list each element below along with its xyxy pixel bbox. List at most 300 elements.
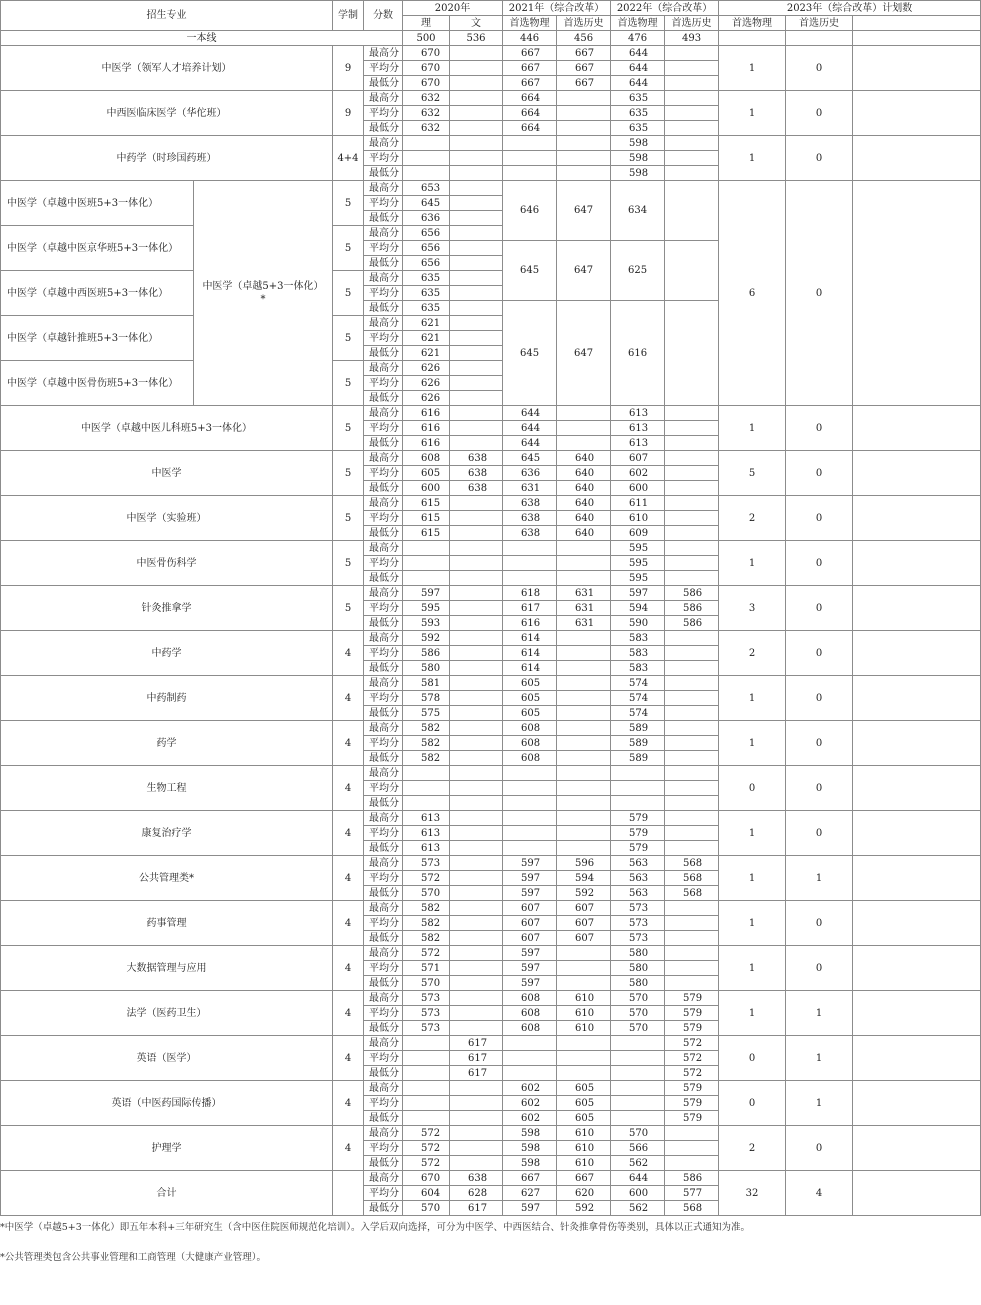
score-cell: 644 xyxy=(611,61,665,76)
score-cell-blank xyxy=(665,301,719,406)
score-metric: 最高分 xyxy=(364,271,403,286)
score-cell: 656 xyxy=(403,226,450,241)
score-cell: 600 xyxy=(611,1186,665,1201)
plan-history: 0 xyxy=(786,46,853,91)
score-cell xyxy=(450,121,503,136)
plan-extra xyxy=(853,766,981,811)
header-sub-wen: 文 xyxy=(450,16,503,31)
table-row xyxy=(1,721,981,736)
score-cell xyxy=(503,766,557,781)
score-cell: 563 xyxy=(611,871,665,886)
plan-history: 0 xyxy=(786,586,853,631)
score-cell xyxy=(450,961,503,976)
score-metric: 最低分 xyxy=(364,751,403,766)
score-cell xyxy=(450,496,503,511)
score-cell xyxy=(665,451,719,466)
score-metric: 最高分 xyxy=(364,766,403,781)
score-cell: 631 xyxy=(503,481,557,496)
score-cell: 592 xyxy=(557,886,611,901)
score-cell xyxy=(557,841,611,856)
program-years: 4+4 xyxy=(333,136,364,181)
score-cell xyxy=(450,271,503,286)
score-metric: 最低分 xyxy=(364,616,403,631)
score-cell: 635 xyxy=(611,121,665,136)
score-cell: 579 xyxy=(611,841,665,856)
score-cell xyxy=(557,946,611,961)
score-cell: 615 xyxy=(403,526,450,541)
score-metric: 最高分 xyxy=(364,451,403,466)
score-cell xyxy=(450,661,503,676)
score-cell: 640 xyxy=(557,511,611,526)
score-cell: 628 xyxy=(450,1186,503,1201)
score-metric: 最高分 xyxy=(364,1126,403,1141)
score-cell xyxy=(557,796,611,811)
plan-extra xyxy=(853,1126,981,1171)
score-cell: 570 xyxy=(403,976,450,991)
score-cell: 605 xyxy=(557,1096,611,1111)
header-duration: 学制 xyxy=(333,1,364,31)
plan-extra xyxy=(853,406,981,451)
score-cell xyxy=(450,91,503,106)
score-cell: 582 xyxy=(403,751,450,766)
score-cell xyxy=(503,781,557,796)
score-cell: 581 xyxy=(403,676,450,691)
program-years: 5 xyxy=(333,271,364,316)
score-cell xyxy=(503,541,557,556)
score-cell: 667 xyxy=(503,1171,557,1186)
major-name: 中医学（卓越中医骨伤班5+3一体化） xyxy=(1,361,194,406)
score-cell: 613 xyxy=(611,436,665,451)
score-cell xyxy=(557,826,611,841)
score-cell xyxy=(450,856,503,871)
score-cell: 638 xyxy=(503,496,557,511)
score-cell: 586 xyxy=(665,601,719,616)
score-cell xyxy=(450,541,503,556)
score-cell: 620 xyxy=(557,1186,611,1201)
program-years: 4 xyxy=(333,946,364,991)
score-cell xyxy=(450,136,503,151)
score-cell: 597 xyxy=(503,961,557,976)
score-cell xyxy=(450,706,503,721)
score-cell: 580 xyxy=(611,976,665,991)
score-metric: 最高分 xyxy=(364,1036,403,1051)
score-cell: 644 xyxy=(503,436,557,451)
score-cell: 572 xyxy=(665,1036,719,1051)
plan-physics: 0 xyxy=(719,1036,786,1081)
score-cell: 607 xyxy=(611,451,665,466)
score-cell xyxy=(450,721,503,736)
score-cell xyxy=(450,1006,503,1021)
plan-extra xyxy=(853,586,981,631)
score-cell: 609 xyxy=(611,526,665,541)
major-name: 中医学（领军人才培养计划） xyxy=(1,46,333,91)
score-cell xyxy=(557,121,611,136)
score-cell: 582 xyxy=(403,931,450,946)
merged-score-cell: 645 xyxy=(503,301,557,406)
major-name: 药学 xyxy=(1,721,333,766)
major-name: 中医学（卓越中医班5+3一体化） xyxy=(1,181,194,226)
score-metric: 最低分 xyxy=(364,1201,403,1216)
score-metric: 最低分 xyxy=(364,931,403,946)
score-cell: 640 xyxy=(557,526,611,541)
plan-physics: 32 xyxy=(719,1171,786,1216)
table-row xyxy=(1,586,981,601)
score-cell: 592 xyxy=(403,631,450,646)
table-row xyxy=(1,136,981,151)
score-cell: 616 xyxy=(503,616,557,631)
score-cell xyxy=(450,1081,503,1096)
score-cell xyxy=(450,376,503,391)
program-years: 4 xyxy=(333,631,364,676)
score-cell xyxy=(450,166,503,181)
header-sub-phys: 首选物理 xyxy=(611,16,665,31)
score-cell xyxy=(557,691,611,706)
score-cell: 631 xyxy=(557,616,611,631)
score-cell: 617 xyxy=(450,1036,503,1051)
plan-physics: 1 xyxy=(719,991,786,1036)
header-major: 招生专业 xyxy=(1,1,333,31)
score-cell xyxy=(450,946,503,961)
header-row-years xyxy=(1,1,981,16)
score-cell xyxy=(450,46,503,61)
score-cell: 608 xyxy=(503,751,557,766)
score-cell: 597 xyxy=(503,946,557,961)
score-cell xyxy=(665,811,719,826)
score-metric: 最低分 xyxy=(364,976,403,991)
plan-history: 1 xyxy=(786,856,853,901)
score-cell xyxy=(557,421,611,436)
program-years: 5 xyxy=(333,406,364,451)
score-cell: 670 xyxy=(403,1171,450,1186)
table-row xyxy=(1,181,981,196)
score-cell xyxy=(665,751,719,766)
score-cell xyxy=(450,226,503,241)
program-years: 5 xyxy=(333,361,364,406)
score-cell xyxy=(665,151,719,166)
score-metric: 最高分 xyxy=(364,316,403,331)
score-cell: 638 xyxy=(503,511,557,526)
score-cell: 573 xyxy=(403,991,450,1006)
major-name: 生物工程 xyxy=(1,766,333,811)
score-cell xyxy=(557,1066,611,1081)
score-cell: 638 xyxy=(450,466,503,481)
score-cell xyxy=(450,436,503,451)
score-cell: 573 xyxy=(403,1021,450,1036)
score-cell xyxy=(665,661,719,676)
score-cell xyxy=(450,1141,503,1156)
merged-score-cell: 616 xyxy=(611,301,665,406)
score-metric: 平均分 xyxy=(364,421,403,436)
score-cell xyxy=(557,661,611,676)
score-metric: 最低分 xyxy=(364,346,403,361)
major-name: 中医学（实验班） xyxy=(1,496,333,541)
score-cell xyxy=(665,46,719,61)
score-cell xyxy=(450,571,503,586)
score-cell: 638 xyxy=(503,526,557,541)
score-cell xyxy=(450,346,503,361)
table-row xyxy=(1,406,981,421)
score-cell xyxy=(450,931,503,946)
baseline-blank xyxy=(853,31,981,46)
plan-physics: 1 xyxy=(719,676,786,721)
table-row xyxy=(1,496,981,511)
score-cell xyxy=(665,121,719,136)
score-cell xyxy=(665,571,719,586)
score-cell: 582 xyxy=(403,916,450,931)
plan-physics: 1 xyxy=(719,811,786,856)
score-cell xyxy=(665,946,719,961)
program-years: 5 xyxy=(333,316,364,361)
score-cell xyxy=(557,646,611,661)
table-row xyxy=(1,451,981,466)
score-cell xyxy=(450,1021,503,1036)
score-metric: 最高分 xyxy=(364,676,403,691)
score-cell xyxy=(450,241,503,256)
score-cell: 667 xyxy=(557,61,611,76)
score-metric: 平均分 xyxy=(364,61,403,76)
score-cell: 607 xyxy=(557,901,611,916)
table-row xyxy=(1,676,981,691)
plan-physics: 5 xyxy=(719,451,786,496)
plan-physics: 1 xyxy=(719,856,786,901)
score-cell xyxy=(450,301,503,316)
score-cell: 568 xyxy=(665,871,719,886)
header-2021: 2021年（综合改革） xyxy=(503,1,611,16)
score-cell: 573 xyxy=(403,856,450,871)
plan-history: 1 xyxy=(786,1081,853,1126)
plan-extra xyxy=(853,496,981,541)
score-cell: 600 xyxy=(403,481,450,496)
score-cell xyxy=(557,766,611,781)
score-metric: 最高分 xyxy=(364,226,403,241)
baseline-plan-phys xyxy=(719,31,786,46)
score-cell xyxy=(665,976,719,991)
table-row xyxy=(1,991,981,1006)
score-cell: 613 xyxy=(403,811,450,826)
score-cell xyxy=(665,166,719,181)
score-cell: 579 xyxy=(665,1021,719,1036)
plan-physics: 1 xyxy=(719,406,786,451)
score-metric: 最低分 xyxy=(364,76,403,91)
score-cell: 595 xyxy=(403,601,450,616)
score-cell: 595 xyxy=(611,556,665,571)
score-metric: 平均分 xyxy=(364,1186,403,1201)
score-metric: 最低分 xyxy=(364,796,403,811)
score-cell xyxy=(450,676,503,691)
score-cell: 598 xyxy=(503,1141,557,1156)
score-cell xyxy=(557,706,611,721)
score-cell xyxy=(403,166,450,181)
score-cell: 582 xyxy=(403,721,450,736)
score-cell: 608 xyxy=(503,736,557,751)
major-name: 法学（医药卫生） xyxy=(1,991,333,1036)
score-cell: 617 xyxy=(450,1066,503,1081)
score-cell: 610 xyxy=(611,511,665,526)
score-cell xyxy=(503,796,557,811)
plan-physics: 1 xyxy=(719,946,786,991)
score-metric: 平均分 xyxy=(364,1051,403,1066)
score-cell xyxy=(665,136,719,151)
plan-extra xyxy=(853,946,981,991)
score-cell xyxy=(557,556,611,571)
score-cell: 597 xyxy=(503,871,557,886)
score-cell xyxy=(557,136,611,151)
score-cell: 572 xyxy=(665,1066,719,1081)
major-name: 中医学（卓越针推班5+3一体化） xyxy=(1,316,194,361)
score-cell xyxy=(503,166,557,181)
score-cell: 617 xyxy=(450,1201,503,1216)
score-cell xyxy=(450,196,503,211)
score-metric: 最低分 xyxy=(364,211,403,226)
score-cell: 626 xyxy=(403,391,450,406)
table-row xyxy=(1,946,981,961)
score-cell: 614 xyxy=(503,661,557,676)
score-cell: 638 xyxy=(450,1171,503,1186)
score-cell: 607 xyxy=(557,916,611,931)
score-metric: 最高分 xyxy=(364,136,403,151)
table-row xyxy=(1,631,981,646)
score-cell xyxy=(450,211,503,226)
score-cell: 586 xyxy=(403,646,450,661)
score-cell: 635 xyxy=(403,271,450,286)
plan-extra xyxy=(853,451,981,496)
score-cell xyxy=(403,1111,450,1126)
score-cell xyxy=(665,766,719,781)
score-cell xyxy=(450,796,503,811)
score-cell: 597 xyxy=(503,886,557,901)
score-cell: 602 xyxy=(503,1111,557,1126)
plan-extra xyxy=(853,676,981,721)
score-cell xyxy=(665,1156,719,1171)
score-cell xyxy=(450,991,503,1006)
score-metric: 平均分 xyxy=(364,466,403,481)
score-cell: 656 xyxy=(403,241,450,256)
score-metric: 平均分 xyxy=(364,871,403,886)
score-cell: 579 xyxy=(665,1111,719,1126)
header-2022: 2022年（综合改革） xyxy=(611,1,719,16)
score-cell xyxy=(665,931,719,946)
program-years: 4 xyxy=(333,1126,364,1171)
score-cell: 602 xyxy=(503,1096,557,1111)
zhuoyue-parent-star: * xyxy=(260,294,266,305)
score-cell xyxy=(665,796,719,811)
plan-history: 1 xyxy=(786,991,853,1036)
score-cell xyxy=(557,406,611,421)
score-cell: 575 xyxy=(403,706,450,721)
score-cell xyxy=(503,136,557,151)
score-metric: 最低分 xyxy=(364,1021,403,1036)
score-cell xyxy=(403,1096,450,1111)
score-metric: 平均分 xyxy=(364,1006,403,1021)
score-cell: 577 xyxy=(665,1186,719,1201)
score-cell: 614 xyxy=(503,631,557,646)
score-cell xyxy=(450,1096,503,1111)
score-cell xyxy=(611,1111,665,1126)
score-metric: 平均分 xyxy=(364,106,403,121)
score-metric: 平均分 xyxy=(364,916,403,931)
score-cell: 586 xyxy=(665,616,719,631)
score-cell: 613 xyxy=(611,406,665,421)
score-cell xyxy=(450,1156,503,1171)
major-name: 英语（中医药国际传播） xyxy=(1,1081,333,1126)
score-cell: 605 xyxy=(503,706,557,721)
score-metric: 最高分 xyxy=(364,901,403,916)
score-metric: 平均分 xyxy=(364,781,403,796)
score-cell: 621 xyxy=(403,316,450,331)
header-2023: 2023年（综合改革）计划数 xyxy=(719,1,981,16)
score-metric: 平均分 xyxy=(364,196,403,211)
score-cell: 664 xyxy=(503,106,557,121)
score-cell xyxy=(557,166,611,181)
score-metric: 平均分 xyxy=(364,646,403,661)
score-metric: 最高分 xyxy=(364,946,403,961)
score-cell: 610 xyxy=(557,1021,611,1036)
score-cell: 570 xyxy=(611,1126,665,1141)
score-cell: 579 xyxy=(665,991,719,1006)
score-metric: 最低分 xyxy=(364,526,403,541)
score-metric: 最低分 xyxy=(364,886,403,901)
score-cell: 615 xyxy=(403,511,450,526)
score-cell: 579 xyxy=(611,811,665,826)
score-cell xyxy=(450,556,503,571)
score-metric: 平均分 xyxy=(364,556,403,571)
score-cell xyxy=(450,391,503,406)
score-cell: 597 xyxy=(503,856,557,871)
score-cell xyxy=(557,751,611,766)
table-row xyxy=(1,811,981,826)
score-cell xyxy=(665,901,719,916)
score-metric: 最高分 xyxy=(364,46,403,61)
header-sub-li: 理 xyxy=(403,16,450,31)
score-cell: 638 xyxy=(450,451,503,466)
score-cell xyxy=(450,871,503,886)
score-cell: 608 xyxy=(503,1006,557,1021)
score-cell: 626 xyxy=(403,376,450,391)
major-name: 中医学 xyxy=(1,451,333,496)
score-cell: 644 xyxy=(611,76,665,91)
plan-physics: 1 xyxy=(719,541,786,586)
score-metric: 最高分 xyxy=(364,721,403,736)
score-cell: 616 xyxy=(403,436,450,451)
score-cell xyxy=(557,541,611,556)
score-cell: 640 xyxy=(557,496,611,511)
plan-physics: 1 xyxy=(719,46,786,91)
merged-score-cell: 646 xyxy=(503,181,557,241)
plan-history: 0 xyxy=(786,676,853,721)
score-cell: 605 xyxy=(503,676,557,691)
score-cell: 570 xyxy=(403,886,450,901)
score-cell: 632 xyxy=(403,106,450,121)
plan-physics: 1 xyxy=(719,136,786,181)
score-cell: 595 xyxy=(611,571,665,586)
score-cell xyxy=(557,106,611,121)
header-2020: 2020年 xyxy=(403,1,503,16)
score-cell xyxy=(665,76,719,91)
baseline-value: 456 xyxy=(557,31,611,46)
score-metric: 最低分 xyxy=(364,436,403,451)
score-cell xyxy=(450,751,503,766)
score-cell xyxy=(450,256,503,271)
plan-extra xyxy=(853,631,981,676)
score-cell: 563 xyxy=(611,856,665,871)
score-cell xyxy=(665,406,719,421)
score-cell xyxy=(557,571,611,586)
score-cell: 570 xyxy=(611,1006,665,1021)
score-cell xyxy=(665,736,719,751)
score-cell xyxy=(450,1111,503,1126)
merged-score-cell: 647 xyxy=(557,241,611,301)
score-cell xyxy=(403,766,450,781)
